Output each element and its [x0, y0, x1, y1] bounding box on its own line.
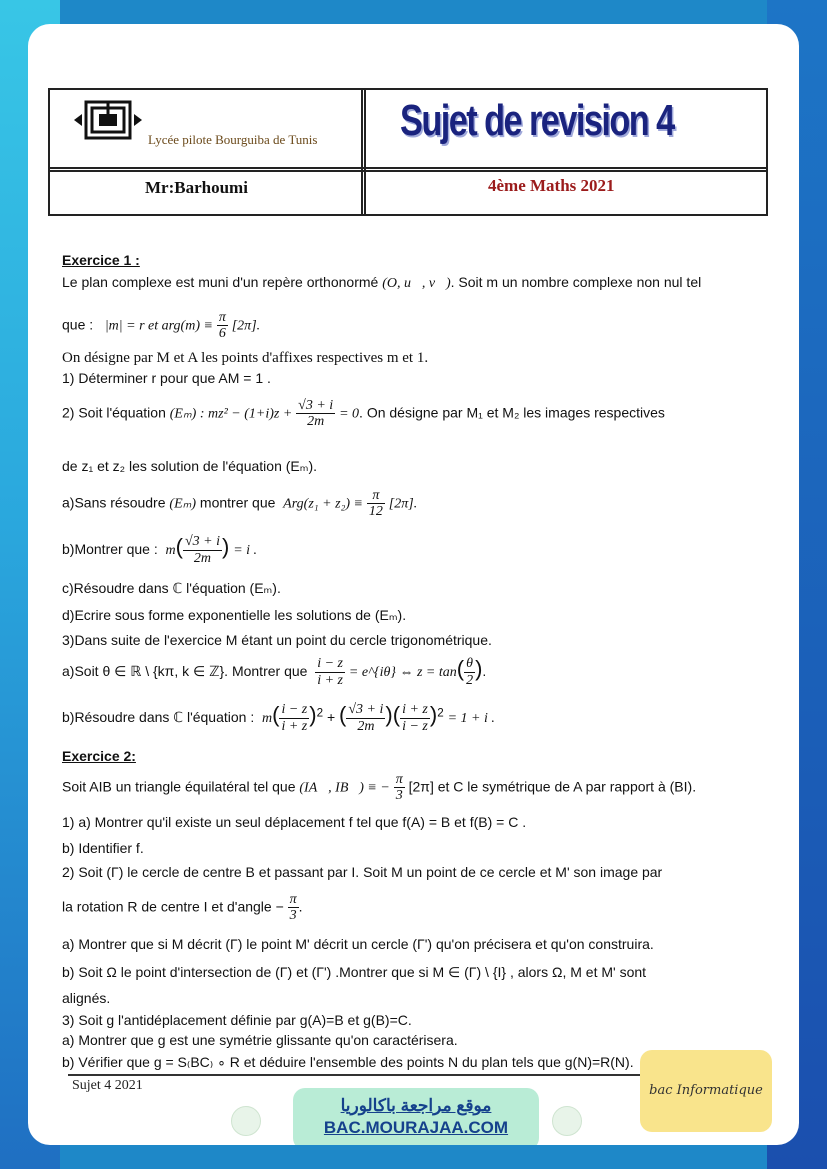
formula: (IA⃗, IB⃗) ≡ − [299, 780, 390, 796]
exercise2-q2d: alignés. [62, 990, 111, 1006]
numerator: π [367, 488, 385, 504]
fraction [296, 398, 335, 430]
exercise2-q3b: b) Vérifier que g = S₍BC₎ ∘ R et déduire l'ensemble des points N du plan tels que g(N)=R(N). [62, 1054, 634, 1070]
exercise2-q3: 3) Soit g l'antidéplacement définie par g(A)=B et g(B)=C. [62, 1012, 412, 1028]
site-badge[interactable] [293, 1088, 539, 1145]
denominator: 2m [307, 414, 325, 430]
numerator: i − z [317, 656, 344, 672]
exercise1-qc: c)Résoudre dans ℂ l'équation (Eₘ). [62, 580, 281, 596]
fraction [400, 702, 430, 734]
numerator: π [218, 310, 226, 325]
fraction [217, 310, 228, 342]
formula: = 1 + i . [447, 711, 495, 726]
text: . On désigne par M₁ et M₂ les images respectives [359, 404, 665, 421]
formula: |m| = r et arg(m) ≡ [104, 318, 213, 334]
exercise1-q3b: b)Résoudre dans ℂ l'équation : m( $\frac{i - z}{i + z}$ )$^2$ + ( $\frac{√3 + i}{2m}$ )( $\frac{i + z}{i - z}$ )$^2$ = 1 + i . [62, 702, 495, 734]
exercise2-q2-rotation [62, 892, 303, 924]
denominator: 3 [395, 788, 403, 804]
fraction [346, 702, 385, 734]
class-level: 4ème Maths 2021 [488, 176, 615, 195]
denominator: 2 [466, 672, 474, 688]
denominator: 3 [289, 908, 297, 924]
text: la rotation R de centre I et d'angle − [62, 898, 284, 915]
exercise1-q1: 1) Déterminer r pour que AM = 1 . [62, 370, 271, 386]
numerator: θ [464, 656, 475, 672]
denominator: 2m [193, 550, 212, 566]
text: montrer que [199, 494, 276, 511]
text: b)Résoudre dans ℂ l'équation : [62, 709, 255, 725]
exercise1-qa [62, 488, 417, 520]
exercise1-qb [62, 534, 257, 566]
exercise2-q1b: b) Identifier f. [62, 840, 144, 856]
fraction [279, 702, 309, 734]
exercise2-q2a: a) Montrer que si M décrit (Γ) le point M' décrit un cercle (Γ') qu'on précisera et qu'on construira. [62, 936, 654, 952]
formula: (Eₘ) [169, 496, 197, 512]
text: que : [62, 316, 94, 333]
formula: Arg(z₁ + z₂) ≡ [283, 496, 364, 512]
fraction [394, 772, 405, 804]
paren-open: ( [272, 702, 280, 727]
paren-open: ( [339, 702, 347, 727]
paren-close: ) [221, 534, 230, 559]
paren-open: ( [175, 534, 183, 559]
exercise1-title: Exercice 1 : [62, 252, 140, 268]
text: Le plan complexe est muni d'un repère orthonormé [62, 274, 379, 290]
numerator: √3 + i [298, 398, 334, 413]
bac-informatique-tag: bac Informatique [640, 1050, 772, 1132]
exercise1-q3a: a)Soit θ ∈ ℝ \ {kπ, k ∈ ℤ}. Montrer que $\frac{i - z}{i + z}$ = e^{iθ} ⇔ z = tan( $\frac{\theta}{2}$ ). [62, 656, 487, 688]
text: Soit AIB un triangle équilatéral tel que [62, 778, 296, 795]
fraction [464, 656, 475, 688]
header-box [48, 88, 768, 216]
formula: m [262, 711, 273, 726]
exercise1-designe: On désigne par M et A les points d'affixes respectives m et 1. [62, 350, 429, 366]
formula: (O, u⃗, v⃗) [382, 276, 451, 291]
school-logo-icon [72, 98, 144, 142]
fraction [367, 488, 385, 520]
footer-page-label: Sujet 4 2021 [72, 1078, 143, 1093]
formula: [2π]. [388, 496, 418, 512]
teacher-name: Mr:Barhoumi [145, 178, 248, 197]
formula: (Eₘ) : mz² − (1+i)z + [169, 406, 293, 422]
exercise1-q2 [62, 398, 665, 430]
denominator: 12 [368, 504, 383, 520]
text: [2π] et C le symétrique de A par rapport à (BI). [408, 778, 697, 795]
formula: = 0 [339, 406, 360, 422]
document-page [28, 24, 799, 1145]
denominator: i + z [281, 718, 308, 734]
numerator: √3 + i [184, 534, 220, 550]
paren-close: ) [309, 702, 317, 727]
formula: m [165, 543, 176, 558]
numerator: π [289, 892, 297, 907]
header-divider-horizontal [50, 167, 766, 172]
denominator: 2m [357, 718, 375, 734]
exercise2-q1a: 1) a) Montrer qu'il existe un seul déplacement f tel que f(A) = B et f(B) = C . [62, 814, 527, 830]
header-divider-vertical [361, 90, 366, 214]
exercise2-q3a: a) Montrer que g est une symétrie glissante qu'on caractérisera. [62, 1032, 458, 1048]
exercise1-q2-line2: de z₁ et z₂ les solution de l'équation (Eₘ). [62, 458, 318, 474]
book-icon [552, 1106, 582, 1136]
page-title: Sujet de revision 4 [400, 96, 674, 145]
exercise2-title: Exercice 2: [62, 748, 136, 764]
exercise2-q2c: b) Soit Ω le point d'intersection de (Γ) et (Γ') .Montrer que si M ∈ (Γ) \ {I} , alors Ω, M et M' sont [62, 964, 647, 980]
denominator: i + z [317, 672, 344, 688]
site-url-link[interactable]: BAC.MOURAJAA.COM [323, 1118, 509, 1137]
text: b)Montrer que : [62, 541, 158, 557]
exercise1-condition [62, 310, 260, 342]
fraction [288, 892, 299, 924]
exercise1-qd: d)Ecrire sous forme exponentielle les solutions de (Eₘ). [62, 607, 407, 623]
formula: = i . [233, 543, 258, 558]
paren-close: ) [385, 702, 393, 727]
paren-open: ( [392, 702, 401, 727]
exercise1-q3: 3)Dans suite de l'exercice M étant un point du cercle trigonométrique. [62, 632, 492, 648]
text: . [298, 898, 303, 915]
text: . Soit m un nombre complexe non nul tel [450, 274, 702, 290]
formula: [2π]. [231, 318, 261, 334]
exercise2-intro [62, 772, 696, 804]
paren-open: ( [456, 656, 465, 681]
text: 2) Soit l'équation [62, 404, 166, 421]
numerator: √3 + i [348, 702, 384, 718]
numerator: π [395, 772, 403, 787]
text: a)Sans résoudre [62, 494, 166, 511]
site-arabic-name[interactable]: موقع مراجعة باكالوريا [340, 1096, 492, 1115]
fraction [315, 656, 345, 688]
denominator: i − z [402, 718, 428, 734]
fraction [183, 534, 222, 566]
numerator: i + z [402, 702, 428, 718]
text: a)Soit θ ∈ ℝ \ {kπ, k ∈ ℤ}. Montrer que [62, 663, 308, 679]
formula: = e^{iθ} ⇔ z = tan [348, 665, 457, 680]
denominator: 6 [218, 326, 226, 342]
paren-close: ) [429, 702, 438, 727]
paren-close: ) [475, 656, 483, 681]
footer-divider [68, 1074, 700, 1076]
numerator: i − z [281, 702, 308, 718]
exercise1-intro [62, 274, 701, 292]
exercise2-q2: 2) Soit (Γ) le cercle de centre B et passant par I. Soit M un point de ce cercle et M' son image par [62, 864, 663, 880]
school-name: Lycée pilote Bourguiba de Tunis [148, 132, 318, 147]
book-icon [231, 1106, 261, 1136]
